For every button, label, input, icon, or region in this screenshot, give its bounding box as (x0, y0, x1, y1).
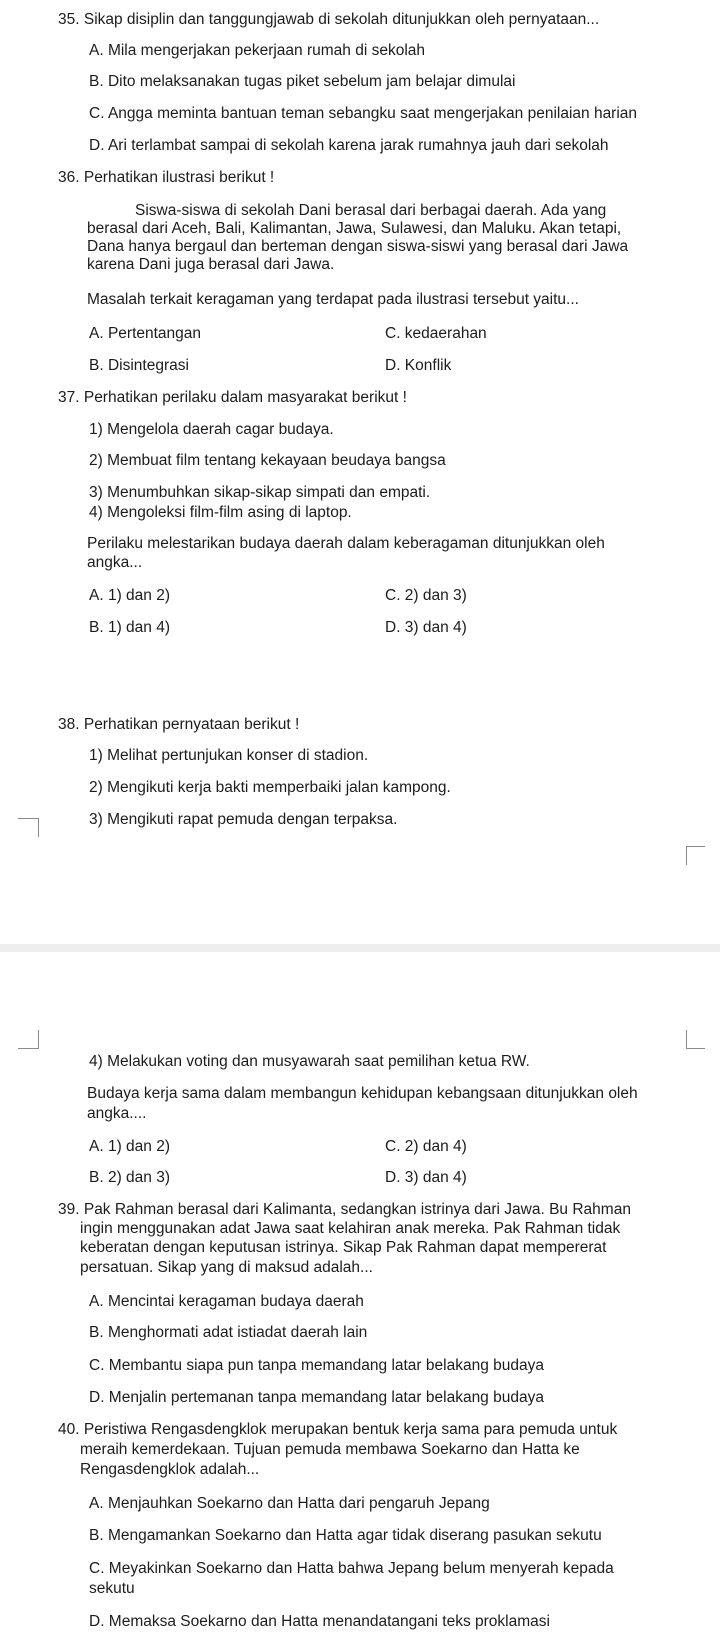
crop-mark (18, 1030, 39, 1049)
q38-prompt-line: Budaya kerja sama dalam membangun kehidupan kebangsaan ditunjukkan oleh (87, 1085, 638, 1102)
q38-item-1: 1) Melihat pertunjukan konser di stadion. (89, 747, 369, 764)
q38-item-4: 4) Melakukan voting dan musyawarah saat pemilihan ketua RW. (89, 1053, 530, 1070)
q35-option-c: C. Angga meminta bantuan teman sebangku saat mengerjakan penilaian harian (89, 105, 638, 122)
q36-passage-line: Dana hanya bergaul dan berteman dengan siswa-siswi yang berasal dari Jawa (87, 238, 629, 255)
q39-question-line: persatuan. Sikap yang di maksud adalah... (80, 1259, 373, 1276)
q38-question: 38. Perhatikan pernyataan berikut ! (58, 716, 300, 733)
q38-option-a: A. 1) dan 2) (89, 1138, 170, 1155)
q37-prompt-line: Perilaku melestarikan budaya daerah dalam keberagaman ditunjukkan oleh (87, 535, 605, 552)
q38-prompt-line: angka.... (87, 1105, 147, 1122)
page-break (0, 944, 720, 952)
q36-question: 36. Perhatikan ilustrasi berikut ! (58, 169, 275, 186)
q36-option-c: C. kedaerahan (385, 325, 487, 342)
q40-option-c: C. Meyakinkan Soekarno dan Hatta bahwa Jepang belum menyerah kepada (89, 1560, 614, 1577)
q38-option-c: C. 2) dan 4) (385, 1138, 467, 1155)
q35-option-a: A. Mila mengerjakan pekerjaan rumah di sekolah (89, 42, 426, 59)
q40-option-c-continued: sekutu (89, 1580, 135, 1597)
q36-passage-line: karena Dani juga berasal dari Jawa. (87, 256, 335, 273)
q40-question-line: Rengasdengklok adalah... (80, 1461, 260, 1478)
q39-question-line: ingin menggunakan adat Jawa saat kelahiran anak mereka. Pak Rahman tidak (80, 1220, 621, 1237)
q39-option-b: B. Menghormati adat istiadat daerah lain (89, 1324, 368, 1341)
q38-item-3: 3) Mengikuti rapat pemuda dengan terpaksa. (89, 811, 398, 828)
q37-prompt-line: angka... (87, 554, 143, 571)
q37-option-d: D. 3) dan 4) (385, 619, 467, 636)
q38-option-b: B. 2) dan 3) (89, 1169, 170, 1186)
q37-item-4: 4) Mengoleksi film-film asing di laptop. (89, 504, 352, 521)
q40-question-line: 40. Peristiwa Rengasdengklok merupakan bentuk kerja sama para pemuda untuk (58, 1421, 618, 1438)
crop-mark (686, 846, 705, 865)
q38-item-2: 2) Mengikuti kerja bakti memperbaiki jalan kampong. (89, 779, 451, 796)
q37-option-c: C. 2) dan 3) (385, 587, 467, 604)
crop-mark (686, 1030, 705, 1049)
q38-option-d: D. 3) dan 4) (385, 1169, 467, 1186)
q39-option-c: C. Membantu siapa pun tanpa memandang latar belakang budaya (89, 1357, 544, 1374)
q39-question-line: 39. Pak Rahman berasal dari Kalimanta, sedangkan istrinya dari Jawa. Bu Rahman (58, 1201, 631, 1218)
q39-option-a: A. Mencintai keragaman budaya daerah (89, 1293, 364, 1310)
q40-option-a: A. Menjauhkan Soekarno dan Hatta dari pengaruh Jepang (89, 1495, 490, 1512)
q36-passage-line: berasal dari Aceh, Bali, Kalimantan, Jawa, Sulawesi, dan Maluku. Akan tetapi, (87, 220, 622, 237)
q35-question: 35. Sikap disiplin dan tanggungjawab di sekolah ditunjukkan oleh pernyataan... (58, 11, 600, 28)
q40-option-d: D. Memaksa Soekarno dan Hatta menandatangani teks proklamasi (89, 1613, 550, 1630)
q36-prompt: Masalah terkait keragaman yang terdapat pada ilustrasi tersebut yaitu... (87, 291, 579, 308)
q35-option-d: D. Ari terlambat sampai di sekolah karena jarak rumahnya jauh dari sekolah (89, 137, 609, 154)
q37-question: 37. Perhatikan perilaku dalam masyarakat berikut ! (58, 389, 407, 406)
q37-option-a: A. 1) dan 2) (89, 587, 170, 604)
q37-item-3: 3) Menumbuhkan sikap-sikap simpati dan empati. (89, 484, 431, 501)
q40-option-b: B. Mengamankan Soekarno dan Hatta agar tidak diserang pasukan sekutu (89, 1527, 602, 1544)
q39-question-line: keberatan dengan keputusan istrinya. Sikap Pak Rahman dapat mempererat (80, 1239, 607, 1256)
q35-option-b: B. Dito melaksanakan tugas piket sebelum jam belajar dimulai (89, 73, 516, 90)
q37-item-1: 1) Mengelola daerah cagar budaya. (89, 421, 334, 438)
q39-option-d: D. Menjalin pertemanan tanpa memandang latar belakang budaya (89, 1389, 544, 1406)
crop-mark (18, 818, 39, 837)
q36-option-b: B. Disintegrasi (89, 357, 189, 374)
q40-question-line: meraih kemerdekaan. Tujuan pemuda membawa Soekarno dan Hatta ke (80, 1441, 580, 1458)
q36-passage-line: Siswa-siswa di sekolah Dani berasal dari berbagai daerah. Ada yang (135, 202, 607, 219)
q37-option-b: B. 1) dan 4) (89, 619, 170, 636)
q36-option-a: A. Pertentangan (89, 325, 202, 342)
q37-item-2: 2) Membuat film tentang kekayaan beudaya bangsa (89, 452, 446, 469)
q36-option-d: D. Konflik (385, 357, 452, 374)
